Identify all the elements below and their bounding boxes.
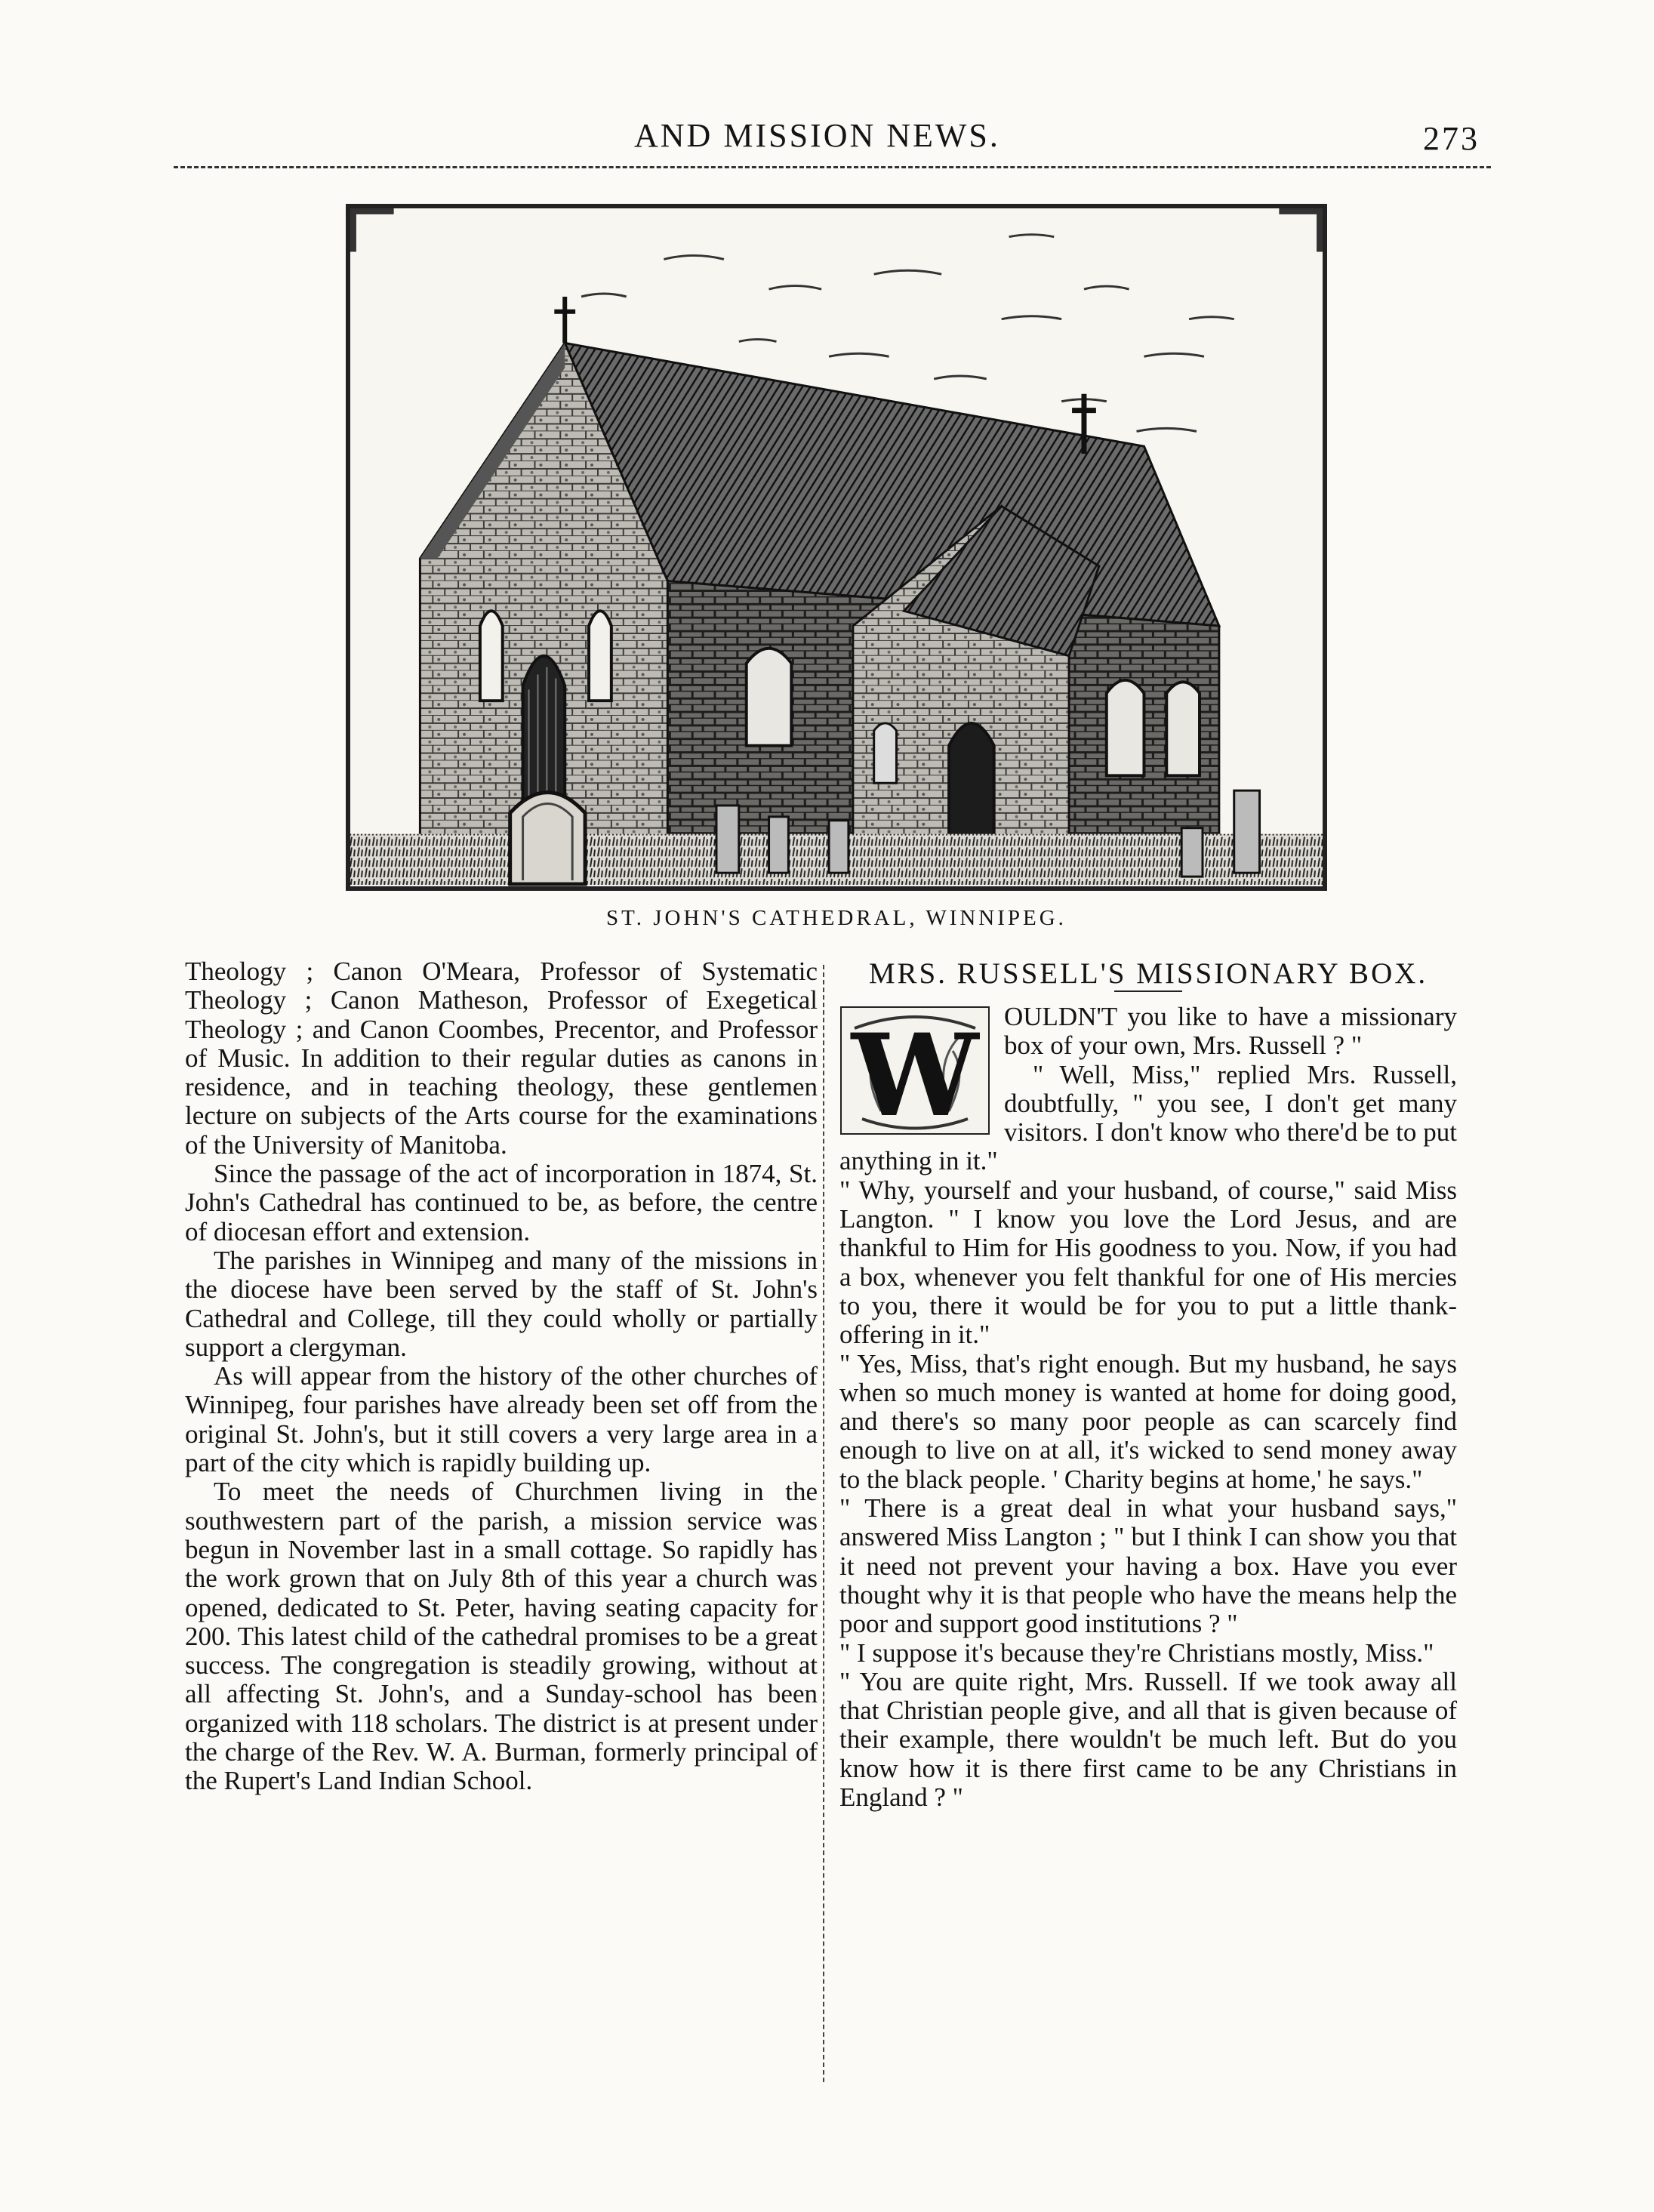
corner-ornament-right [1279,207,1324,251]
corner-ornament-left [349,207,394,251]
header-rule [174,166,1491,168]
page-header [174,113,1487,166]
left-paragraph: The parishes in Winnipeg and many of the missions in the diocese have been served by the staff of St. John's Cathedral and College, till they could wholly or partially support a clergyman. [185,1245,818,1362]
side-window-2 [1107,680,1144,775]
title-rule [1114,990,1182,992]
side-window-1 [747,649,792,746]
left-column [185,957,818,1796]
dropcap-letter: W [851,1009,979,1135]
ornamental-dropcap [839,1006,990,1135]
cathedral-illustration [346,204,1327,891]
right-paragraph: " Yes, Miss, that's right enough. But my husband, he says when so much money is wanted at home for doing good, and there's so many poor people as can scarcely find enough to live on at all, it's wicked to send money away to the black people. ' Charity begins at home,' he says." [839,1348,1457,1494]
right-paragraph: " There is a great deal in what your husband says," answered Miss Langton ; " but I think I can show you that it need not prevent your having a box. Have you ever thought why it is that people who have the means help the poor and support good institutions ? " [839,1493,1457,1639]
article-title: MRS. RUSSELL'S MISSIONARY BOX. [868,957,1428,990]
right-paragraph: " Why, yourself and your husband, of course," said Miss Langton. " I know you love the Lord Jesus, and are thankful to Him for His goodness to you. Now, if you had a box, whenever you felt thankful for one of His mercies to you, there it would be for you to put a little thank-offering in it." [839,1175,1457,1350]
gable-window-left [480,611,503,701]
gravestone-large [510,793,585,884]
page-number: 273 [1423,120,1480,157]
running-title: AND MISSION NEWS. [634,117,1000,154]
left-paragraph: As will appear from the history of the other churches of Winnipeg, four parishes have already been set off from the original St. John's, but it still covers a very large area in a part of the city which is rapidly building up. [185,1361,818,1478]
right-column [839,957,1457,1812]
column-divider [823,965,824,2082]
right-paragraph: " Well, Miss," replied Mrs. Russell, doubtfully, " you see, I don't get many visitors. I don't know who there'd be to put anything in it." [839,1059,1457,1176]
right-paragraph: " I suppose it's because they're Christians mostly, Miss." [839,1637,1434,1668]
side-window-3 [1166,682,1200,775]
porch-door [949,723,994,843]
illustration-caption: ST. JOHN'S CATHEDRAL, WINNIPEG. [606,906,1067,930]
left-paragraph: Since the passage of the act of incorporation in 1874, St. John's Cathedral has continued to be, as before, the centre of diocesan effort and extension. [185,1159,818,1246]
gable-window-right [589,611,611,701]
right-paragraph: " You are quite right, Mrs. Russell. If we took away all that Christian people give, and all that is given because of their example, there wouldn't be much left. But do you know how it is there first came to be any Christians in England ? " [839,1666,1457,1813]
gable-cross [554,297,575,343]
left-paragraph: To meet the needs of Churchmen living in the southwestern part of the parish, a mission service was begun in November last in a small cottage. So rapidly has the work grown that on July 8th of this year a church was opened, dedicated to St. Peter, having seating capacity for 200. This latest child of the cathedral promises to be a great success. The congregation is steadily growing, without at all affecting St. John's, and a Sunday-school has been organized with 118 scholars. The district is at present under the charge of the Rev. W. A. Burman, formerly principal of the Rupert's Land Indian School. [185,1477,818,1796]
left-paragraph: Theology ; Canon O'Meara, Professor of Systematic Theology ; Canon Matheson, Professor of Exegetical Theology ; and Canon Coombes, Precentor, and Professor of Music. In addition to their regular duties as canons in residence, and in teaching theology, these gentlemen lecture on subjects of the Arts course for the examinations of the University of Manitoba. [185,957,818,1160]
first-paragraph-text: OULDN'T you like to have a missionary box of your own, Mrs. Russell ? " [1004,1002,1457,1061]
